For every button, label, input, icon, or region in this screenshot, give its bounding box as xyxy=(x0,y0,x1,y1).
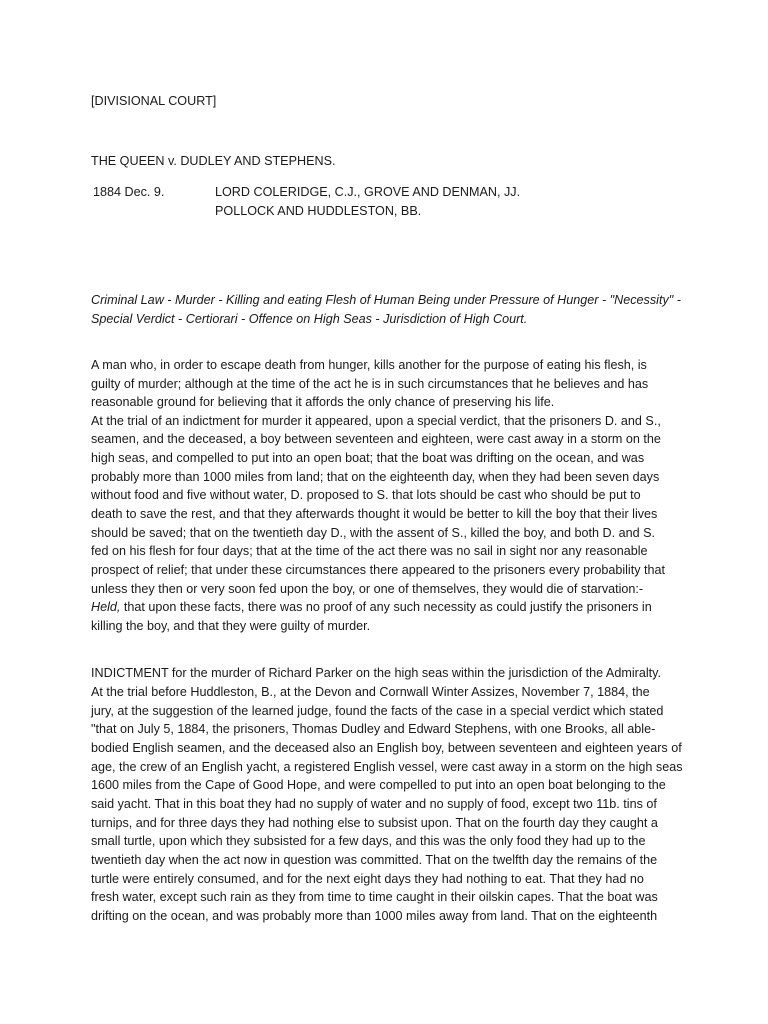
indictment-line: At the trial before Huddleston, B., at the Devon and Cornwall Winter Assizes, November 7, 1884, the xyxy=(91,685,650,699)
hearing-date: 1884 Dec. 9. xyxy=(93,185,165,199)
indictment-line: bodied English seamen, and the deceased also an English boy, between seventeen and eighteen years of xyxy=(91,741,682,755)
held-line-2: killing the boy, and that they were guilty of murder. xyxy=(91,619,371,633)
indictment-line: turtle were entirely consumed, and for the next eight days they had nothing to eat. That they had no xyxy=(91,872,644,886)
headnote-line: probably more than 1000 miles from land; that on the eighteenth day, when they had been seven days xyxy=(91,470,660,484)
headnote-line: unless they then or very soon fed upon the boy, or one of themselves, they would die of starvation:- xyxy=(91,582,644,596)
court-heading: [DIVISIONAL COURT] xyxy=(91,94,217,108)
held-text: that upon these facts, there was no proof of any such necessity as could justify the prisoners in xyxy=(120,600,652,614)
indictment-line: drifting on the ocean, and was probably more than 1000 miles away from land. That on the eighteenth xyxy=(91,909,658,923)
indictment-line: "that on July 5, 1884, the prisoners, Thomas Dudley and Edward Stephens, with one Brooks, all able- xyxy=(91,722,656,736)
catchwords-line: Criminal Law - Murder - Killing and eating Flesh of Human Being under Pressure of Hunger - "Necessity" - xyxy=(91,293,681,307)
case-title: THE QUEEN v. DUDLEY AND STEPHENS. xyxy=(91,154,336,168)
headnote-line: A man who, in order to escape death from hunger, kills another for the purpose of eating his flesh, is xyxy=(91,358,647,372)
catchwords-line: Special Verdict - Certiorari - Offence on High Seas - Jurisdiction of High Court. xyxy=(91,312,528,326)
headnote-line: reasonable ground for believing that it affords the only chance of preserving his life. xyxy=(91,395,555,409)
indictment-line: twentieth day when the act now in question was committed. That on the twelfth day the remains of the xyxy=(91,853,658,867)
indictment-line: said yacht. That in this boat they had no supply of water and no supply of food, except two 11b. tins of xyxy=(91,797,657,811)
indictment-line: fresh water, except such rain as they from time to time caught in their oilskin capes. That the boat was xyxy=(91,890,658,904)
headnote-line: guilty of murder; although at the time of the act he is in such circumstances that he believes and has xyxy=(91,377,649,391)
headnote-line: without food and five without water, D. proposed to S. that lots should be cast who should be put to xyxy=(91,488,641,502)
indictment-line: INDICTMENT for the murder of Richard Parker on the high seas within the jurisdiction of the Admiralty. xyxy=(91,666,661,680)
indictment-line: jury, at the suggestion of the learned judge, found the facts of the case in a special verdict which stated xyxy=(91,704,664,718)
headnote-line: high seas, and compelled to put into an open boat; that the boat was drifting on the ocean, and was xyxy=(91,451,645,465)
judges-line-2: POLLOCK AND HUDDLESTON, BB. xyxy=(215,204,422,218)
headnote-line: seamen, and the deceased, a boy between seventeen and eighteen, were cast away in a storm on the xyxy=(91,432,661,446)
headnote-line: death to save the rest, and that they afterwards thought it would be better to kill the boy that their lives xyxy=(91,507,658,521)
indictment-line: 1600 miles from the Cape of Good Hope, and were compelled to put into an open boat belonging to the xyxy=(91,778,666,792)
headnote-line: should be saved; that on the twentieth day D., with the assent of S., killed the boy, and both D. and S. xyxy=(91,526,656,540)
held-line xyxy=(91,598,652,617)
headnote-line: fed on his flesh for four days; that at the time of the act there was no sail in sight nor any reasonable xyxy=(91,544,648,558)
judges-line-1: LORD COLERIDGE, C.J., GROVE AND DENMAN, JJ. xyxy=(215,185,521,199)
held-label: Held, xyxy=(91,600,121,614)
indictment-line: age, the crew of an English yacht, a registered English vessel, were cast away in a storm on the high seas xyxy=(91,760,683,774)
headnote-line: At the trial of an indictment for murder it appeared, upon a special verdict, that the prisoners D. and S., xyxy=(91,414,661,428)
indictment-line: small turtle, upon which they subsisted for a few days, and this was the only food they had up to the xyxy=(91,834,646,848)
headnote-line: prospect of relief; that under these circumstances there appeared to the prisoners every probability that xyxy=(91,563,666,577)
indictment-line: turnips, and for three days they had nothing else to subsist upon. That on the fourth day they caught a xyxy=(91,816,658,830)
